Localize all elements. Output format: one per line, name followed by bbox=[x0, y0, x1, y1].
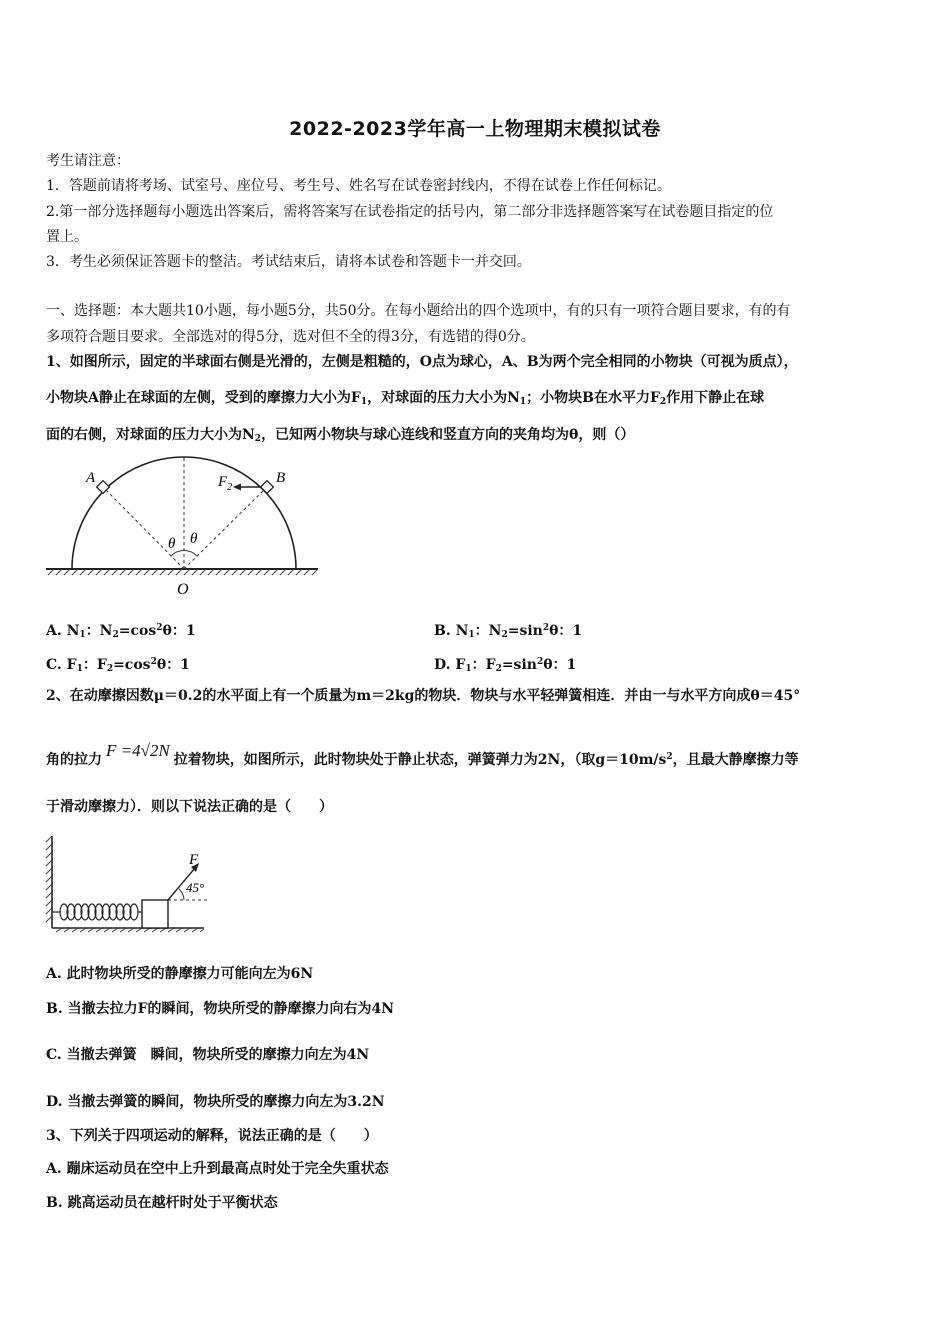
notice-item-2: 2.第一部分选择题每小题选出答案后，需将答案写在试卷指定的括号内，第二部分非选择题答案写在试卷题目指定的位 bbox=[46, 204, 774, 220]
q2-spring-block-figure bbox=[44, 832, 216, 934]
label-o: O bbox=[177, 581, 189, 598]
force-f2-arrowhead bbox=[233, 484, 241, 491]
label-f: F bbox=[189, 852, 199, 868]
q1-option-c: C. $F_1$：$F_2=\cos^2\theta$：1 bbox=[46, 657, 190, 674]
q1-stem-line-2: 小物块A静止在球面的左侧，受到的摩擦力大小为$F_1$，对球面的压力大小为$N_1$；小物块B在水平力$F_2$作用下静止在球 bbox=[46, 390, 765, 407]
q3-stem-line-1: 3、下列关于四项运动的解释，说法正确的是（ ） bbox=[46, 1128, 378, 1144]
label-a: A bbox=[86, 470, 96, 486]
radius-to-a bbox=[104, 488, 184, 569]
section-intro-line-2: 多项符合题目要求。全部选对的得5分，选对但不全的得3分，有选错的得0分。 bbox=[46, 329, 535, 345]
q2-stem-line-2: 角的拉力 F =4√2N 拉着物块，如图所示，此时物块处于静止状态，弹簧弹力为2N，（取$g=10m/s^2$，且最大静摩擦力等 bbox=[46, 741, 799, 768]
q2-stem-line-1: 2、在动摩擦因数μ＝0.2的水平面上有一个质量为m＝2kg的物块．物块与水平轻弹簧相连．并由一与水平方向成θ＝45° bbox=[46, 688, 801, 704]
q1-option-a: A. $N_1$：$N_2=\cos^2\theta$：1 bbox=[46, 623, 196, 640]
q2-option-c: C. 当撤去弹簧 瞬间，物块所受的摩擦力向左为4N bbox=[46, 1047, 370, 1063]
q1-option-d: D. $F_1$：$F_2=\sin^2\theta$：1 bbox=[434, 657, 577, 674]
spring bbox=[52, 904, 142, 920]
label-45: 45° bbox=[186, 880, 205, 895]
q2-stem-line-3: 于滑动摩擦力）．则以下说法正确的是（ ） bbox=[46, 799, 333, 815]
block bbox=[142, 900, 168, 928]
exam-title: 2022-2023学年高一上物理期末模拟试卷 bbox=[289, 118, 661, 140]
notice-heading: 考生请注意： bbox=[46, 153, 130, 169]
label-b: B bbox=[276, 470, 286, 486]
radius-to-b bbox=[184, 488, 266, 569]
notice-item-2-cont: 置上。 bbox=[46, 229, 88, 245]
q2-option-d: D. 当撤去弹簧的瞬间，物块所受的摩擦力向左为3.2N bbox=[46, 1094, 385, 1110]
q2-force-formula: F =4√2N bbox=[106, 741, 170, 760]
q3-option-a: A. 蹦床运动员在空中上升到最高点时处于完全失重状态 bbox=[46, 1161, 389, 1177]
q2-option-a: A. 此时物块所受的静摩擦力可能向左为6N bbox=[46, 966, 314, 982]
q2-option-b: B. 当撤去拉力F的瞬间，物块所受的静摩擦力向右为4N bbox=[46, 1001, 395, 1017]
q1-hemisphere-figure bbox=[44, 452, 322, 600]
angle-arc bbox=[179, 889, 184, 900]
wall-hatching bbox=[46, 836, 52, 922]
label-theta-left: θ bbox=[168, 536, 176, 552]
notice-item-1: 1．答题前请将考场、试室号、座位号、考生号、姓名写在试卷密封线内，不得在试卷上作任何标记。 bbox=[46, 178, 671, 194]
label-f2: $F_2$ bbox=[218, 474, 233, 493]
q1-stem-line-1: 1、如图所示，固定的半球面右侧是光滑的，左侧是粗糙的，O点为球心，A、B为两个完全相同的小物块（可视为质点）， bbox=[46, 354, 798, 370]
q3-option-b: B. 跳高运动员在越杆时处于平衡状态 bbox=[46, 1195, 278, 1211]
q1-option-b: B. $N_1$：$N_2=\sin^2\theta$：1 bbox=[434, 623, 583, 640]
q1-stem-line-3: 面的右侧，对球面的压力大小为$N_2$，已知两小物块与球心连线和竖直方向的夹角均为θ，则（） bbox=[46, 427, 635, 444]
notice-item-3: 3．考生必须保证答题卡的整洁。考试结束后，请将本试卷和答题卡一并交回。 bbox=[46, 254, 531, 270]
label-theta-right: θ bbox=[190, 531, 198, 547]
section-intro-line-1: 一、选择题：本大题共10小题，每小题5分，共50分。在每小题给出的四个选项中，有的只有一项符合题目要求，有的有 bbox=[46, 303, 791, 319]
